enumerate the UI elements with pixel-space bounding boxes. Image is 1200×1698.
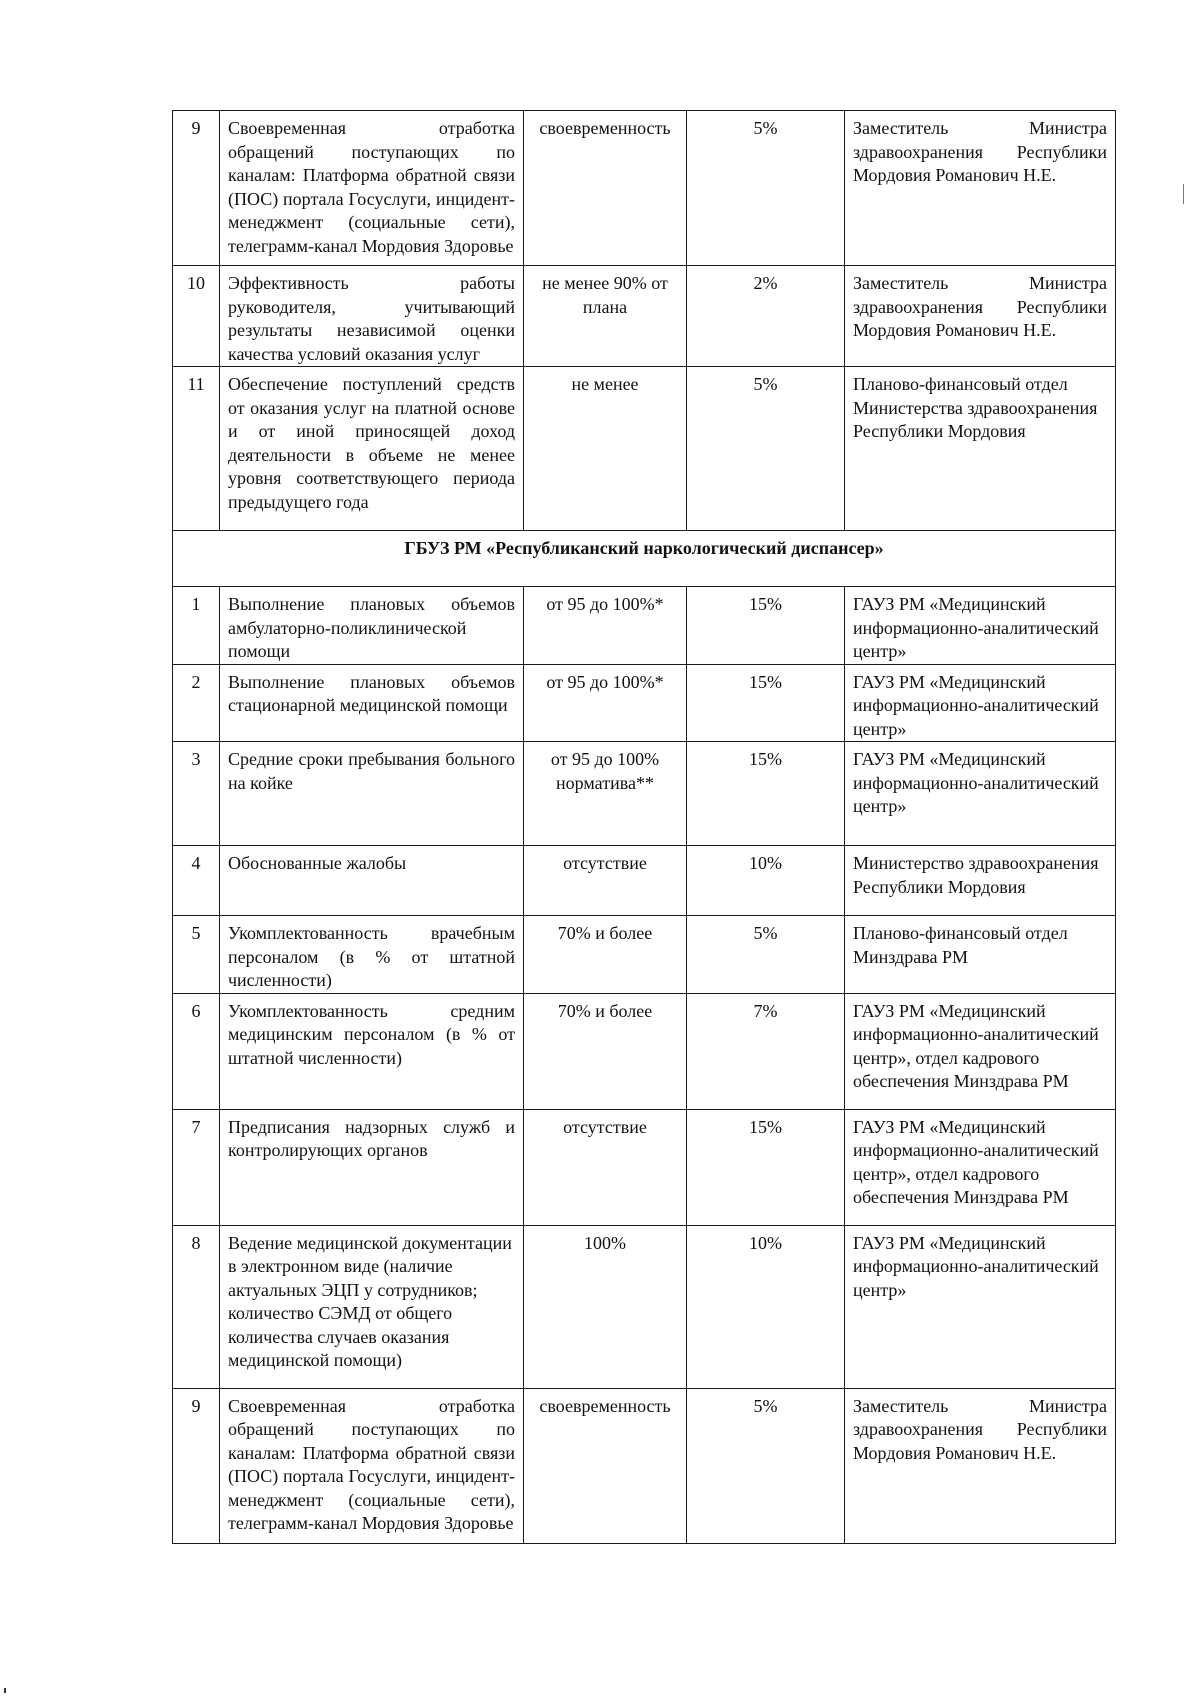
indicator-weight: 15% — [687, 1109, 845, 1225]
indicators-table — [172, 110, 1116, 1544]
table-row — [173, 742, 1116, 846]
indicator-criterion: своевременность — [524, 111, 687, 266]
indicator-weight: 10% — [687, 846, 845, 916]
table-row — [173, 367, 1116, 531]
indicator-weight: 7% — [687, 993, 845, 1109]
indicator-name: Обеспечение поступлений средств от оказания услуг на платной основе и от иной приносящей доход деятельности в объеме не менее уровня соответствующего периода предыдущего года — [220, 367, 524, 531]
row-number: 8 — [173, 1225, 220, 1388]
table-row — [173, 111, 1116, 266]
indicator-responsible: ГАУЗ РМ «Медицинский информационно-аналитический центр» — [845, 664, 1116, 742]
row-number: 9 — [173, 1388, 220, 1543]
row-number: 5 — [173, 916, 220, 994]
indicator-responsible: Заместитель Министра здравоохранения Республики Мордовия Романович Н.Е. — [845, 1388, 1116, 1543]
row-number: 9 — [173, 111, 220, 266]
indicator-responsible: ГАУЗ РМ «Медицинский информационно-аналитический центр», отдел кадрового обеспечения Минздрава РМ — [845, 1109, 1116, 1225]
row-number: 11 — [173, 367, 220, 531]
indicator-weight: 5% — [687, 111, 845, 266]
scan-corner-mark — [4, 1688, 6, 1693]
row-number: 4 — [173, 846, 220, 916]
table-row — [173, 266, 1116, 367]
indicator-name: Выполнение плановых объемов стационарной медицинской помощи — [220, 664, 524, 742]
table-row — [173, 664, 1116, 742]
indicator-weight: 10% — [687, 1225, 845, 1388]
indicator-name: Укомплектованность средним медицинским персоналом (в % от штатной численности) — [220, 993, 524, 1109]
indicator-criterion: от 95 до 100% норматива** — [524, 742, 687, 846]
table-row — [173, 846, 1116, 916]
row-number: 7 — [173, 1109, 220, 1225]
indicator-criterion: не менее 90% от плана — [524, 266, 687, 367]
table-row — [173, 1225, 1116, 1388]
indicator-criterion: 70% и более — [524, 916, 687, 994]
indicator-name: Эффективность работы руководителя, учитывающий результаты независимой оценки качества условий оказания услуг — [220, 266, 524, 367]
table-row — [173, 1388, 1116, 1543]
table-row — [173, 993, 1116, 1109]
indicator-name: Своевременная отработка обращений поступающих по каналам: Платформа обратной связи (ПОС) портала Госуслуги, инцидент-менеджмент (социальные сети), телеграмм-канал Мордовия Здоровье — [220, 111, 524, 266]
row-number: 1 — [173, 587, 220, 665]
indicator-responsible: Планово-финансовый отдел Министерства здравоохранения Республики Мордовия — [845, 367, 1116, 531]
row-number: 10 — [173, 266, 220, 367]
indicator-weight: 5% — [687, 916, 845, 994]
indicator-name: Ведение медицинской документации в электронном виде (наличие актуальных ЭЦП у сотрудников; количество СЭМД от общего количества случаев оказания медицинской помощи) — [220, 1225, 524, 1388]
indicator-weight: 15% — [687, 742, 845, 846]
row-number: 6 — [173, 993, 220, 1109]
indicator-name: Средние сроки пребывания больного на койке — [220, 742, 524, 846]
scan-edge-mark — [1183, 184, 1184, 204]
indicator-name: Предписания надзорных служб и контролирующих органов — [220, 1109, 524, 1225]
indicator-responsible: ГАУЗ РМ «Медицинский информационно-аналитический центр» — [845, 587, 1116, 665]
indicator-weight: 2% — [687, 266, 845, 367]
indicator-weight: 15% — [687, 664, 845, 742]
indicator-weight: 5% — [687, 367, 845, 531]
indicator-criterion: отсутствие — [524, 846, 687, 916]
indicator-weight: 15% — [687, 587, 845, 665]
indicator-criterion: отсутствие — [524, 1109, 687, 1225]
indicator-criterion: не менее — [524, 367, 687, 531]
indicator-responsible: Заместитель Министра здравоохранения Республики Мордовия Романович Н.Е. — [845, 111, 1116, 266]
indicator-responsible: ГАУЗ РМ «Медицинский информационно-аналитический центр» — [845, 1225, 1116, 1388]
indicator-weight: 5% — [687, 1388, 845, 1543]
indicator-name: Укомплектованность врачебным персоналом (в % от штатной численности) — [220, 916, 524, 994]
section-row — [173, 531, 1116, 587]
indicator-criterion: своевременность — [524, 1388, 687, 1543]
indicator-criterion: от 95 до 100%* — [524, 664, 687, 742]
table-row — [173, 916, 1116, 994]
indicator-criterion: 100% — [524, 1225, 687, 1388]
indicator-responsible: Планово-финансовый отдел Минздрава РМ — [845, 916, 1116, 994]
indicator-responsible: ГАУЗ РМ «Медицинский информационно-аналитический центр» — [845, 742, 1116, 846]
section-title: ГБУЗ РМ «Республиканский наркологический диспансер» — [173, 531, 1116, 587]
indicator-responsible: ГАУЗ РМ «Медицинский информационно-аналитический центр», отдел кадрового обеспечения Минздрава РМ — [845, 993, 1116, 1109]
indicator-criterion: 70% и более — [524, 993, 687, 1109]
indicator-responsible: Заместитель Министра здравоохранения Республики Мордовия Романович Н.Е. — [845, 266, 1116, 367]
row-number: 3 — [173, 742, 220, 846]
table-row — [173, 1109, 1116, 1225]
indicator-name: Выполнение плановых объемов амбулаторно-поликлинической помощи — [220, 587, 524, 665]
indicator-name: Своевременная отработка обращений поступающих по каналам: Платформа обратной связи (ПОС) портала Госуслуги, инцидент-менеджмент (социальные сети), телеграмм-канал Мордовия Здоровье — [220, 1388, 524, 1543]
indicator-criterion: от 95 до 100%* — [524, 587, 687, 665]
indicator-responsible: Министерство здравоохранения Республики Мордовия — [845, 846, 1116, 916]
indicator-name: Обоснованные жалобы — [220, 846, 524, 916]
table-row — [173, 587, 1116, 665]
row-number: 2 — [173, 664, 220, 742]
